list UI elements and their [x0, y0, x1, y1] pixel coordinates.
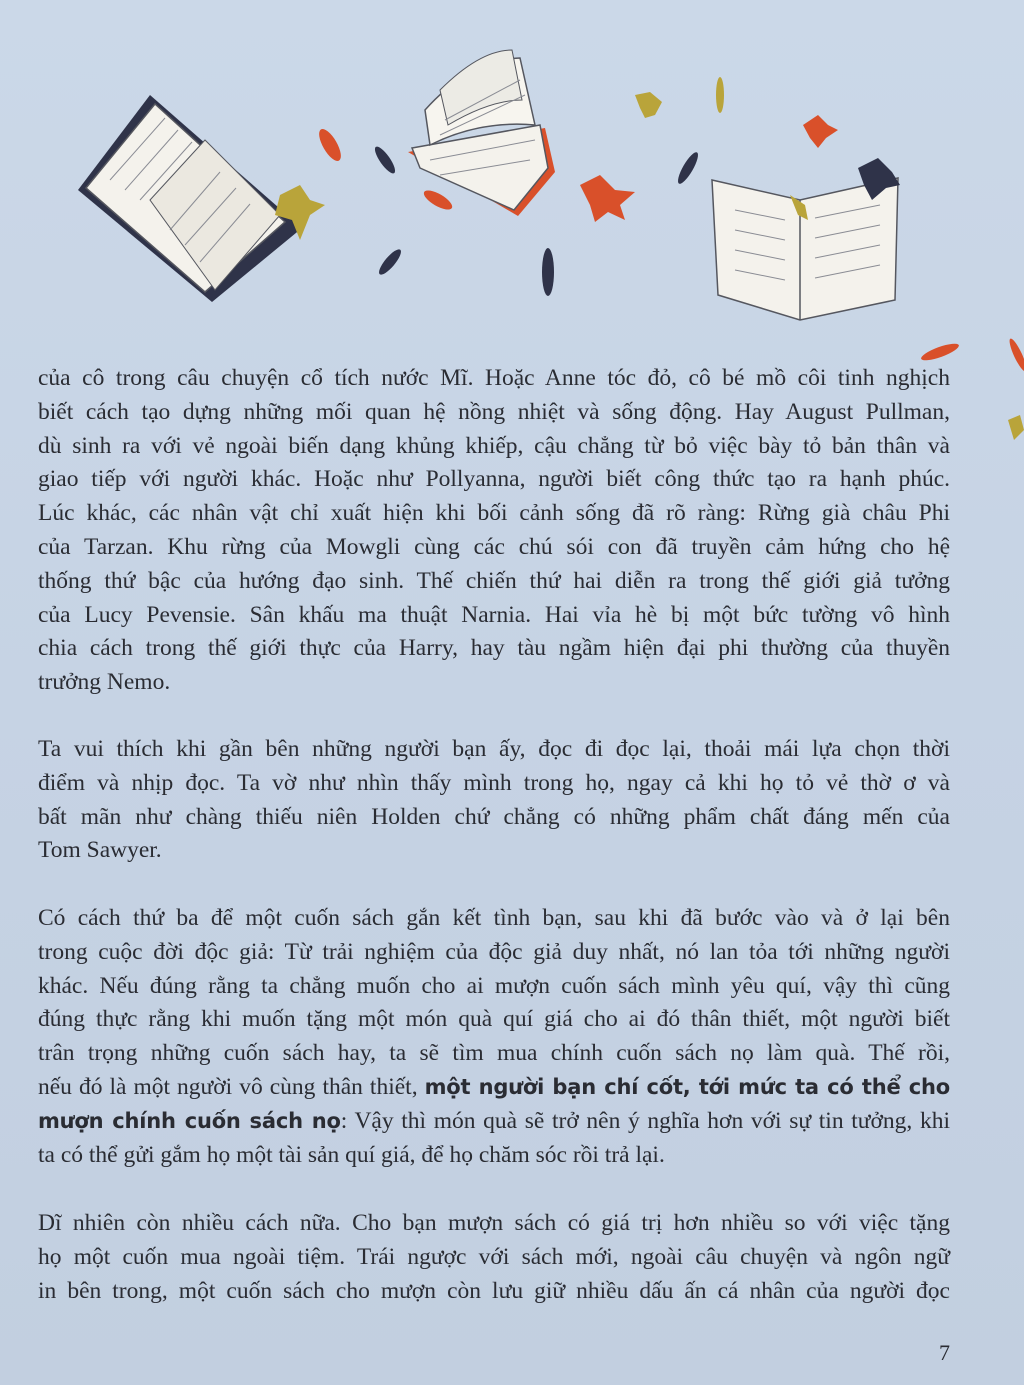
paragraph-3: [38, 902, 950, 1172]
bold-phrase: một người bạn chí cốt, tới mức ta có thể cho: [424, 1074, 950, 1099]
text-run: : Vậy thì món quà sẽ trở nên ý nghĩa hơn với sự tin tưởng, khi: [340, 1107, 950, 1134]
page-number: 7: [939, 1340, 950, 1365]
text-line: của Lucy Pevensie. Sân khấu ma thuật Narnia. Hai vỉa hè bị một bức tường vô hình: [38, 601, 950, 628]
text-line: Lúc khác, các nhân vật chỉ xuất hiện khi bối cảnh sống đã rõ ràng: Rừng già châu Phi: [38, 500, 950, 527]
text-line: Có cách thứ ba để một cuốn sách gắn kết tình bạn, sau khi đã bước vào và ở lại bên: [38, 905, 950, 931]
left-book-icon: [78, 95, 302, 302]
text-line: ta có thể gửi gắm họ một tài sản quí giá, để họ chăm sóc rồi trả lại.: [38, 1141, 665, 1168]
text-line: chia cách trong thế giới thực của Harry, hay tàu ngầm hiện đại phi thường của thuyền: [38, 635, 950, 662]
paragraph-4: [38, 1207, 950, 1308]
text-line: dù sinh ra với vẻ ngoài biến dạng khủng khiếp, cậu chẳng từ bỏ việc bày tỏ bản thân và: [38, 432, 950, 459]
text-line: [38, 1105, 950, 1139]
text-line: Ta vui thích khi gần bên những người bạn ấy, đọc đi đọc lại, thoải mái lựa chọn thời: [38, 736, 950, 762]
text-line: bất mãn như chàng thiếu niên Holden chứ chẳng có những phẩm chất đáng mến của: [38, 803, 950, 830]
text-line: thống thứ bậc của hướng đạo sinh. Thế chiến thứ hai diễn ra trong thế giới giả tưởng: [38, 567, 950, 594]
text-line: trong cuộc đời độc giả: Từ trải nghiệm của độc giả duy nhất, nó lan tỏa tới những người: [38, 938, 950, 965]
text-line: biết cách tạo dựng những mối quan hệ nồng nhiệt và sống động. Hay August Pullman,: [38, 398, 950, 425]
text-line: khác. Nếu đúng rằng ta chẳng muốn cho ai mượn cuốn sách mình yêu quí, vậy thì cũng: [38, 972, 950, 999]
right-book-icon: [712, 178, 898, 320]
text-line: [38, 1071, 950, 1105]
text-line: trưởng Nemo.: [38, 669, 171, 696]
text-line: Dĩ nhiên còn nhiều cách nữa. Cho bạn mượn sách có giá trị hơn nhiều so với việc tặng: [38, 1210, 950, 1236]
text-line: in bên trong, một cuốn sách cho mượn còn lưu giữ nhiều dấu ấn cá nhân của người đọc: [38, 1277, 950, 1304]
paragraph-2: [38, 733, 950, 868]
text-run: nếu đó là một người vô cùng thân thiết,: [38, 1073, 425, 1100]
text-line: Tom Sawyer.: [38, 837, 162, 864]
text-line: điểm và nhịp đọc. Ta vờ như nhìn thấy mình trong họ, ngay cả khi họ tỏ vẻ thờ ơ và: [38, 769, 950, 796]
bold-phrase: mượn chính cuốn sách nọ: [38, 1108, 341, 1133]
paragraph-1: [38, 362, 950, 700]
text-line: của Tarzan. Khu rừng của Mowgli cùng các chú sói con đã truyền cảm hứng cho hệ: [38, 533, 950, 560]
text-line: trân trọng những cuốn sách hay, ta sẽ tìm mua chính cuốn sách nọ làm quà. Thế rồi,: [38, 1040, 950, 1067]
text-line: của cô trong câu chuyện cổ tích nước Mĩ. Hoặc Anne tóc đỏ, cô bé mồ côi tinh nghịch: [38, 365, 950, 391]
text-line: đúng thực rằng khi muốn tặng một món quà quí giá cho ai đó thân thiết, một người biết: [38, 1006, 950, 1033]
text-line: giao tiếp với người khác. Hoặc như Pollyanna, người biết công thức tạo ra hạnh phúc.: [38, 466, 950, 493]
text-line: họ một cuốn mua ngoài tiệm. Trái ngược với sách mới, ngoài câu chuyện và ngôn ngữ: [38, 1243, 950, 1270]
